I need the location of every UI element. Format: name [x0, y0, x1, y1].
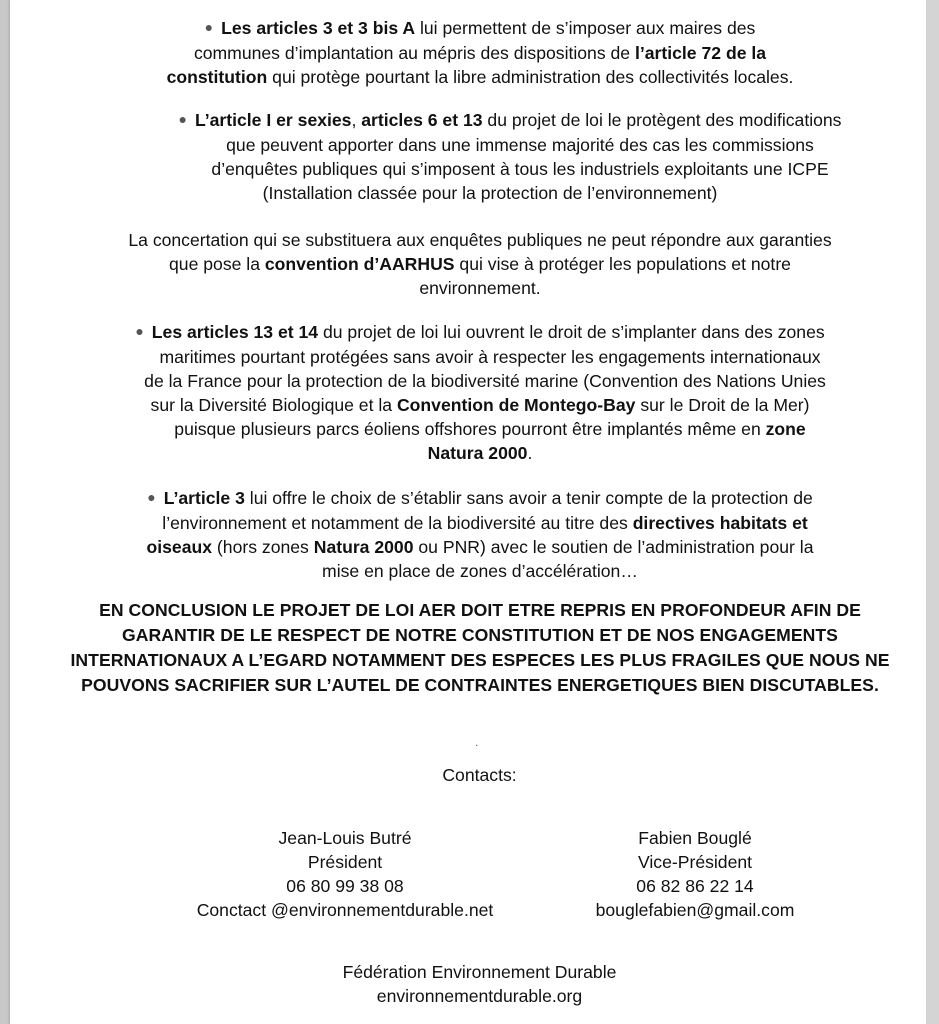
text-run: que pose la	[169, 254, 265, 274]
text-run: ,	[351, 110, 362, 130]
text-run: mise en place de zones d’accélération…	[322, 561, 638, 581]
page-edge	[926, 0, 939, 1024]
bold-text: constitution	[166, 67, 268, 87]
document-page	[10, 0, 926, 1024]
contact-bougle	[550, 826, 840, 922]
text-line	[50, 252, 910, 276]
text-line	[50, 369, 910, 393]
text-line	[50, 16, 910, 41]
contact-name: Jean-Louis Butré	[278, 828, 412, 848]
text-run: (hors zones	[212, 537, 314, 557]
text-run: communes d’implantation au mépris des dispositions de	[193, 43, 635, 63]
bullet-articles-13-14	[50, 320, 910, 465]
text-line	[50, 441, 910, 465]
contact-butre	[150, 826, 540, 922]
text-line	[50, 181, 910, 205]
text-run: La concertation qui se substituera aux enquêtes publiques ne peut répondre aux garanties	[128, 230, 832, 250]
text-run: l’environnement et notamment de la biodiversité au titre des	[162, 513, 633, 533]
text-run: de la France pour la protection de la biodiversité marine (Convention des Nations Unies	[144, 371, 826, 391]
text-run: .	[527, 443, 533, 463]
bold-text: convention d’AARHUS	[264, 254, 455, 274]
bullet-icon: ●	[147, 489, 156, 505]
text-run: d’enquêtes publiques qui s’imposent à tous les industriels exploitants une ICPE	[211, 159, 829, 179]
contact-role: Vice-Président	[637, 852, 753, 872]
contact-role: Président	[307, 852, 383, 872]
bold-text: Les articles 13 et 14	[151, 322, 319, 342]
text-run: du projet de loi le protègent des modifications	[482, 110, 842, 130]
text-line	[50, 393, 910, 417]
bullet-icon: ●	[204, 19, 214, 35]
separator-dot: .	[475, 735, 479, 749]
text-line	[50, 108, 910, 133]
bullet-icon: ●	[135, 323, 144, 339]
bold-text: oiseaux	[146, 537, 213, 557]
text-line	[50, 276, 910, 300]
paragraph-concertation	[50, 228, 910, 300]
organization	[10, 960, 939, 1008]
text-line	[50, 486, 910, 511]
bold-text: Convention de Montego-Bay	[396, 395, 636, 415]
bold-text: L’article I er sexies	[194, 110, 352, 130]
text-line	[50, 511, 910, 535]
text-line	[50, 157, 910, 181]
contact-phone: 06 82 86 22 14	[636, 876, 754, 896]
bold-text: L’article 3	[163, 488, 245, 508]
text-run: sur le Droit de la Mer)	[635, 395, 810, 415]
bold-text: Les articles 3 et 3 bis A	[221, 18, 416, 38]
bullet-articles-3	[50, 16, 910, 89]
organization-name: Fédération Environnement Durable	[342, 962, 617, 982]
contacts-title: Contacts:	[442, 765, 517, 785]
bullet-article-1er-sexies	[50, 108, 910, 205]
text-run: qui vise à protéger les populations et notre	[454, 254, 791, 274]
text-line	[50, 345, 910, 369]
text-line	[50, 65, 910, 89]
text-run: puisque plusieurs parcs éoliens offshores pourront être implantés même en	[174, 419, 766, 439]
bold-text: directives habitats et	[632, 513, 808, 533]
text-line	[50, 417, 910, 441]
text-line	[50, 559, 910, 583]
organization-website[interactable]: environnementdurable.org	[376, 986, 583, 1006]
text-run: (Installation classée pour la protection de l’environnement)	[262, 183, 718, 203]
contact-name: Fabien Bouglé	[638, 828, 752, 848]
text-line	[50, 41, 910, 65]
text-run: maritimes pourtant protégées sans avoir à respecter les engagements internationaux	[159, 347, 821, 367]
contact-phone: 06 80 99 38 08	[286, 876, 404, 896]
text-run: lui permettent de s’imposer aux maires des	[415, 18, 756, 38]
text-run: ou PNR) avec le soutien de l’administration pour la	[413, 537, 814, 557]
text-run: environnement.	[419, 278, 541, 298]
contact-email[interactable]: Conctact @environnementdurable.net	[196, 900, 494, 920]
conclusion-text: EN CONCLUSION LE PROJET DE LOI AER DOIT ETRE REPRIS EN PROFONDEUR AFIN DE GARANTIR DE LE RESPECT DE NOTRE CONSTITUTION ET DE NOS ENGAGEMENTS INTERNATIONAUX A L’EGARD NOTAMMENT DES ESPECES LES PLUS FRAGILES QUE NOUS NE POUVONS SACRIFIER SUR L’AUTEL DE CONTRAINTES ENERGETIQUES BIEN DISCUTABLES.	[70, 600, 890, 695]
text-run: du projet de loi lui ouvrent le droit de s’implanter dans des zones	[318, 322, 825, 342]
text-line	[50, 228, 910, 252]
text-line	[50, 133, 910, 157]
text-run: lui offre le choix de s’établir sans avoir a tenir compte de la protection de	[244, 488, 813, 508]
text-run: qui protège pourtant la libre administration des collectivités locales.	[267, 67, 794, 87]
bold-text: Natura 2000	[427, 443, 528, 463]
bold-text: zone	[765, 419, 806, 439]
bold-text: l’article 72 de la	[634, 43, 767, 63]
text-run: sur la Diversité Biologique et la	[150, 395, 397, 415]
bold-text: articles 6 et 13	[361, 110, 483, 130]
bullet-icon: ●	[178, 111, 187, 127]
text-run: que peuvent apporter dans une immense majorité des cas les commissions	[226, 135, 814, 155]
bullet-article-3	[50, 486, 910, 583]
text-line	[50, 535, 910, 559]
text-line	[50, 320, 910, 345]
bold-text: Natura 2000	[313, 537, 414, 557]
contact-email[interactable]: bouglefabien@gmail.com	[595, 900, 795, 920]
